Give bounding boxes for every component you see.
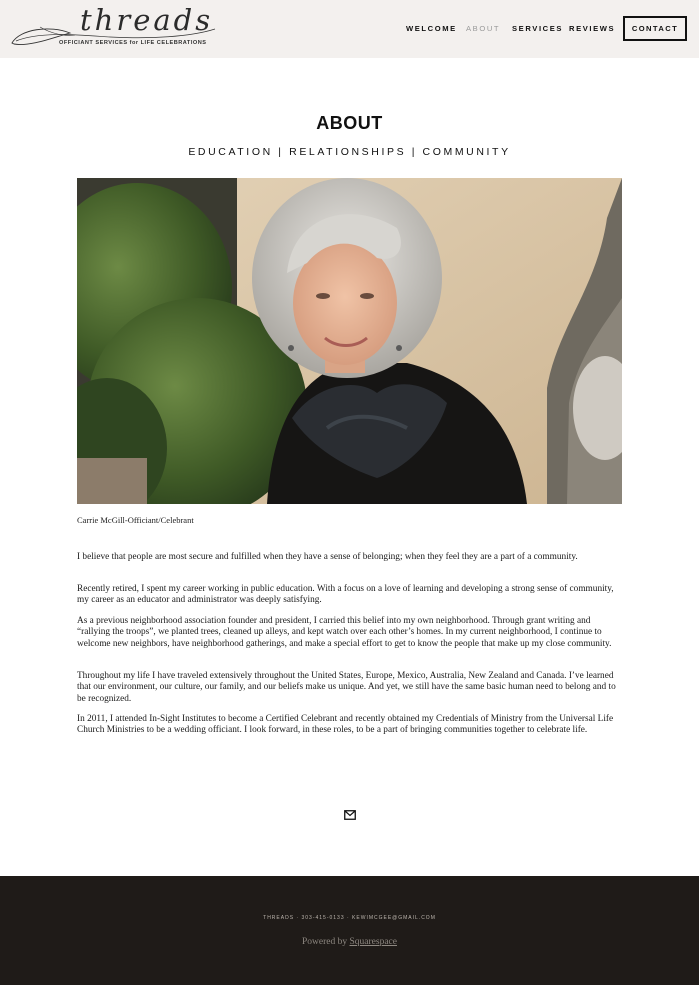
nav-services[interactable]: SERVICES	[512, 24, 564, 33]
powered-by-label: Powered by	[302, 937, 350, 947]
nav-reviews[interactable]: REVIEWS	[569, 24, 616, 33]
about-paragraph-2: Recently retired, I spent my career working in public education. With a focus on a love of learning and developing a strong sense of community, my career as an educator and administrator was deeply satisfying.	[77, 584, 614, 606]
logo-wordmark: threads	[80, 3, 214, 37]
site-footer	[0, 876, 699, 985]
portrait-photo	[77, 178, 622, 504]
squarespace-link[interactable]: Squarespace	[349, 937, 397, 947]
footer-contact-info: THREADS · 303-415-0133 · KEWIMCGEE@GMAIL.COM	[263, 915, 436, 921]
logo-tagline: OFFICIANT SERVICES for LIFE CELEBRATIONS	[59, 40, 207, 46]
photo-caption: Carrie McGill-Officiant/Celebrant	[77, 515, 194, 525]
about-paragraph-4: Throughout my life I have traveled extensively throughout the United States, Europe, Mexico, Australia, New Zealand and Canada. I’ve learned that our environment, our culture, our family, and our beliefs make us unique. And yet, we still have the same basic human need to belong and to be recognized.	[77, 671, 616, 704]
about-paragraph-3: As a previous neighborhood association founder and president, I carried this belief into my own neighborhood. Through grant writing and “rallying the troops”, we planted trees, cleaned up alleys, and kept watch over each other’s homes. In my current neighborhood, I continue to welcome new neighbors, have neighborhood gatherings, and make a special effort to get to know the people that make up my close community.	[77, 616, 612, 649]
nav-welcome[interactable]: WELCOME	[406, 24, 457, 33]
contact-button[interactable]: CONTACT	[623, 16, 687, 41]
site-header	[0, 0, 699, 58]
envelope-icon[interactable]	[344, 807, 356, 817]
site-logo[interactable]	[10, 3, 225, 51]
page-title: ABOUT	[316, 113, 383, 133]
about-paragraph-5: In 2011, I attended In-Sight Institutes to become a Certified Celebrant and recently obtained my Credentials of Ministry from the Universal Life Church Ministries to be a wedding officiant. I look forward, in these roles, to be a part of bringing communities together to celebrate life.	[77, 714, 614, 736]
page-subtitle: EDUCATION | RELATIONSHIPS | COMMUNITY	[188, 146, 511, 158]
powered-by	[0, 937, 699, 947]
nav-about[interactable]: ABOUT	[466, 24, 501, 33]
about-paragraph-1: I believe that people are most secure and fulfilled when they have a sense of belonging; when they feel they are a part of a community.	[77, 552, 578, 562]
